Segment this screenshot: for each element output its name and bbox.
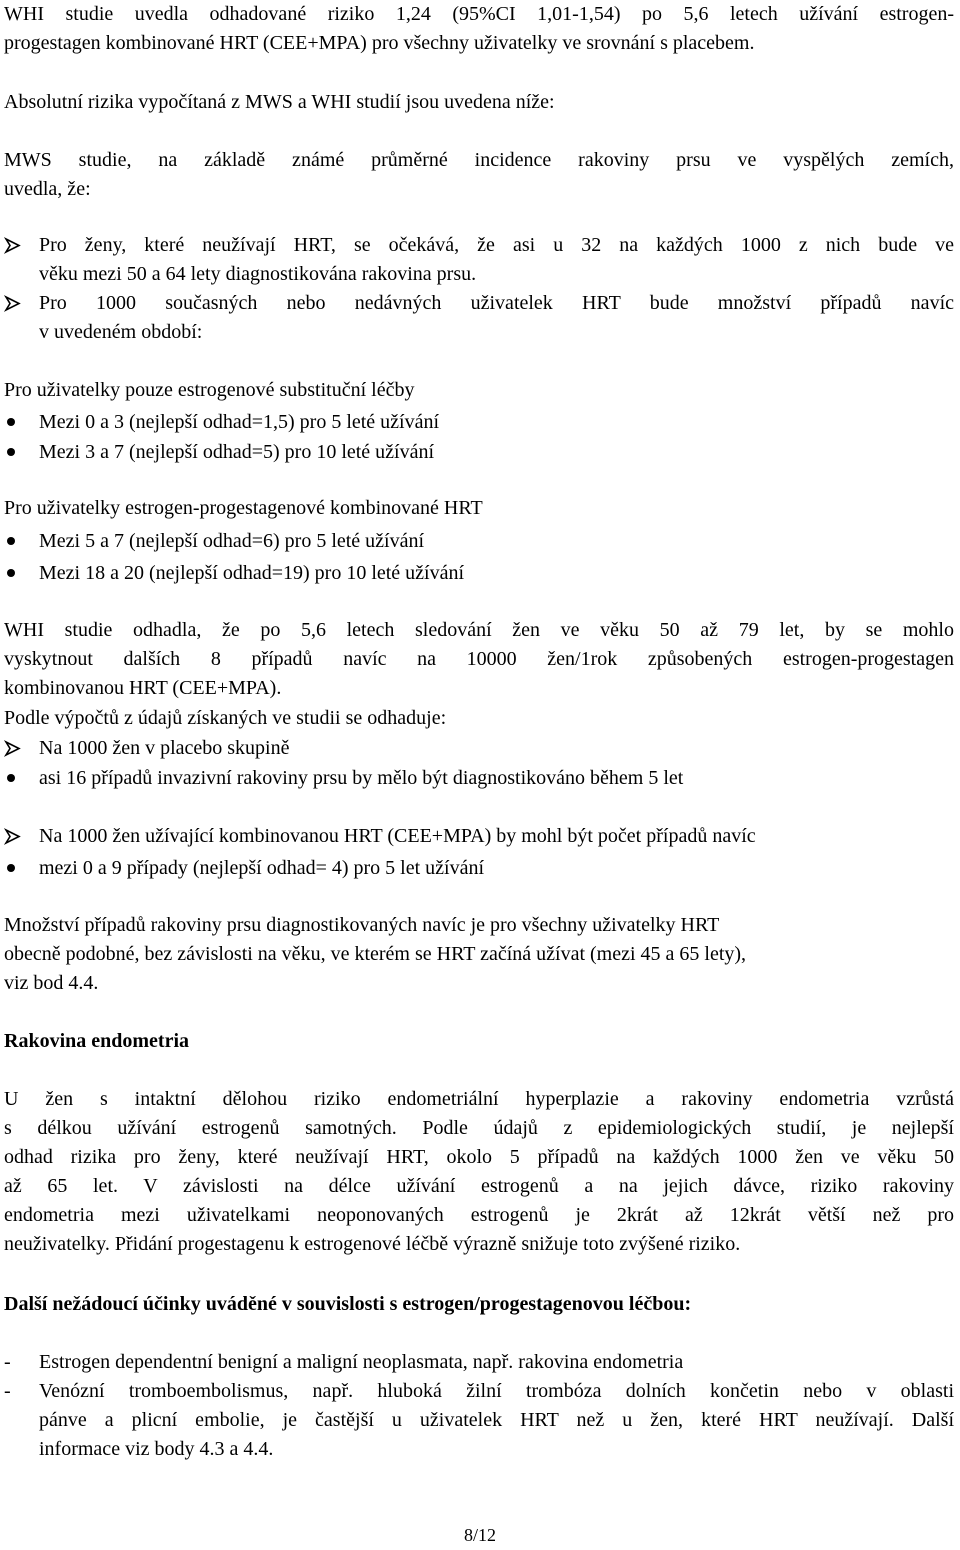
- text-line: informace viz body 4.3 a 4.4.: [39, 1438, 274, 1460]
- subheading-estrogen-only: Pro uživatelky pouze estrogenové substituční léčby: [4, 379, 415, 401]
- bullet-dot-icon: [7, 448, 15, 456]
- arrow-bullet-icon: [4, 231, 34, 260]
- page-number: 8/12: [463, 1525, 496, 1545]
- text-line: viz bod 4.4.: [4, 972, 99, 994]
- text-line: Mezi 5 a 7 (nejlepší odhad=6) pro 5 leté užívání: [39, 530, 425, 552]
- paragraph-absolute-risks: [4, 88, 954, 117]
- text-line: Venózní tromboembolismus, např. hluboká žilní trombóza dolních končetin nebo v oblasti: [39, 1380, 954, 1402]
- text-line: v uvedeném období:: [39, 321, 203, 343]
- bullet-list-item: [4, 527, 954, 556]
- text-line: WHI studie uvedla odhadované riziko 1,24 (95%CI 1,01-1,54) po 5,6 letech užívání estrogen-: [4, 3, 954, 25]
- text-line: U žen s intaktní dělohou riziko endometriální hyperplazie a rakoviny endometria vzrůstá: [4, 1088, 954, 1110]
- arrow-bullet-icon: [4, 822, 34, 851]
- dash-list-item: [4, 1348, 954, 1377]
- text-line: Estrogen dependentní benigní a maligní neoplasmata, např. rakovina endometria: [39, 1351, 684, 1373]
- bullet-list-item: [4, 854, 954, 883]
- dash-marker: -: [4, 1351, 11, 1373]
- arrow-list-item: [4, 822, 954, 851]
- paragraph-whi-estimate: [4, 616, 954, 703]
- arrow-list-item: [4, 734, 954, 763]
- text-line: obecně podobné, bez závislosti na věku, ve kterém se HRT začíná užívat (mezi 45 a 65 lety),: [4, 943, 747, 965]
- text-line: Mezi 0 a 3 (nejlepší odhad=1,5) pro 5 leté užívání: [39, 411, 440, 433]
- bullet-list-item: [4, 764, 954, 793]
- bullet-dot-icon: [7, 569, 15, 577]
- text-line: Množství případů rakoviny prsu diagnostikovaných navíc je pro všechny uživatelky HRT: [4, 914, 720, 936]
- text-line: Mezi 18 a 20 (nejlepší odhad=19) pro 10 leté užívání: [39, 562, 465, 584]
- bullet-list-item: [4, 408, 954, 437]
- text-line: s délkou užívání estrogenů samotných. Podle údajů z epidemiologických studií, je nejlepší: [4, 1117, 954, 1139]
- text-line: Mezi 3 a 7 (nejlepší odhad=5) pro 10 leté užívání: [39, 441, 435, 463]
- arrow-bullet-icon: [4, 289, 34, 318]
- dash-marker: -: [4, 1380, 11, 1402]
- text-line: endometria mezi uživatelkami neoponovaných estrogenů je 2krát až 12krát větší než pro: [4, 1204, 954, 1226]
- text-line: Pro ženy, které neužívají HRT, se očekává, že asi u 32 na každých 1000 z nich bude ve: [39, 234, 954, 256]
- text-line: odhad rizika pro ženy, které neužívají HRT, okolo 5 případů na každých 1000 žen ve věku 50: [4, 1146, 954, 1168]
- subheading-combined: Pro uživatelky estrogen-progestagenové kombinované HRT: [4, 497, 483, 519]
- text-line: asi 16 případů invazivní rakoviny prsu by mělo být diagnostikováno během 5 let: [39, 767, 684, 789]
- text-line: mezi 0 a 9 případy (nejlepší odhad= 4) pro 5 let užívání: [39, 857, 485, 879]
- section-heading-endometrium: Rakovina endometria: [4, 1030, 189, 1052]
- bullet-dot-icon: [7, 774, 15, 782]
- bullet-dot-icon: [7, 537, 15, 545]
- text-line: Na 1000 žen užívající kombinovanou HRT (CEE+MPA) by mohl být počet případů navíc: [39, 825, 756, 847]
- arrow-list-item: [4, 289, 954, 347]
- arrow-bullet-icon: [4, 734, 34, 763]
- section-heading-other-effects: Další nežádoucí účinky uváděné v souvislosti s estrogen/progestagenovou léčbou:: [4, 1293, 692, 1315]
- paragraph-whi-risk: [4, 0, 954, 58]
- text-line: pánve a plicní embolie, je častější u uživatelek HRT než u žen, které HRT neužívají. Další: [39, 1409, 954, 1431]
- bullet-dot-icon: [7, 418, 15, 426]
- paragraph-calc: Podle výpočtů z údajů získaných ve studii se odhaduje:: [4, 707, 447, 729]
- text-line: až 65 let. V závislosti na délce užívání estrogenů a na jejich dávce, riziko rakoviny: [4, 1175, 954, 1197]
- text-line: Absolutní rizika vypočítaná z MWS a WHI studií jsou uvedena níže:: [4, 91, 555, 113]
- text-line: uvedla, že:: [4, 178, 91, 200]
- text-line: věku mezi 50 a 64 lety diagnostikována rakovina prsu.: [39, 263, 477, 285]
- text-line: MWS studie, na základě známé průměrné incidence rakoviny prsu ve vyspělých zemích,: [4, 149, 954, 171]
- bullet-dot-icon: [7, 864, 15, 872]
- text-line: WHI studie odhadla, že po 5,6 letech sledování žen ve věku 50 až 79 let, by se mohlo: [4, 619, 954, 641]
- bullet-list-item: [4, 559, 954, 588]
- paragraph-endometrium: [4, 1085, 954, 1259]
- paragraph-all-users: [4, 911, 954, 998]
- bullet-list-item: [4, 438, 954, 467]
- paragraph-mws: [4, 146, 954, 204]
- text-line: vyskytnout dalších 8 případů navíc na 10000 žen/1rok způsobených estrogen-progestagen: [4, 648, 954, 670]
- arrow-list-item: [4, 231, 954, 289]
- text-line: Pro 1000 současných nebo nedávných uživatelek HRT bude množství případů navíc: [39, 292, 954, 314]
- text-line: Na 1000 žen v placebo skupině: [39, 737, 290, 759]
- dash-list-item: [4, 1377, 954, 1464]
- text-line: kombinovanou HRT (CEE+MPA).: [4, 677, 282, 699]
- text-line: progestagen kombinované HRT (CEE+MPA) pro všechny uživatelky ve srovnání s placebem.: [4, 32, 755, 54]
- text-line: neuživatelky. Přidání progestagenu k estrogenové léčbě výrazně snižuje toto zvýšené riziko.: [4, 1233, 741, 1255]
